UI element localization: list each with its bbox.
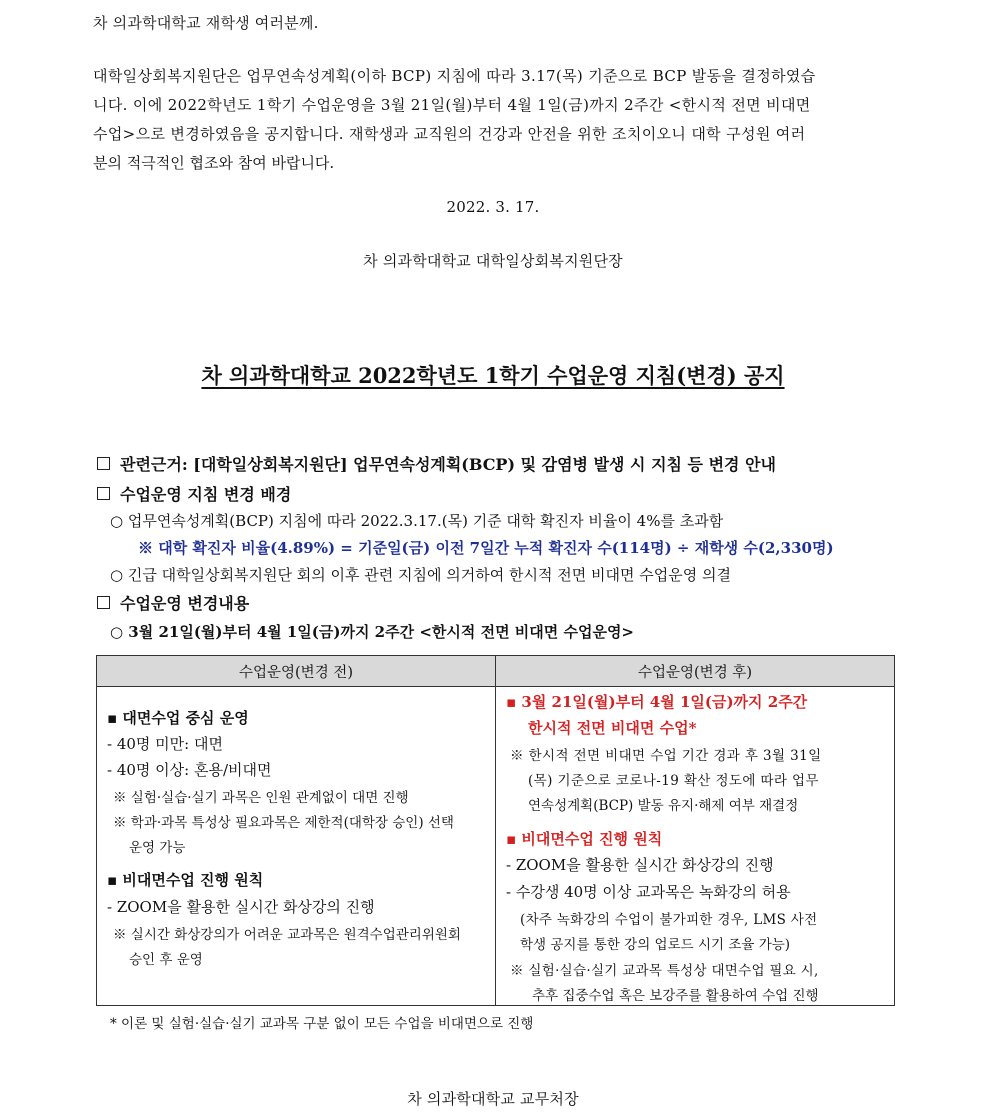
section-changes-text: 수업운영 변경내용 [120,594,250,613]
after-note: 추후 집중수업 혹은 보강주를 활용하여 수업 진행 [532,988,819,1004]
before-line: - 40명 이상: 혼용/비대면 [107,761,272,779]
notice-date: 2022. 3. 17. [446,198,540,216]
section-background [97,482,291,505]
background-note: ※ 대학 확진자 비율(4.89%) = 기준일(금) 이전 7일간 누적 확진자 수(114명) ÷ 재학생 수(2,330명) [138,539,834,557]
after-line: (차주 녹화강의 수업이 불가피한 경우, LMS 사전 [520,912,818,928]
comparison-table [96,655,895,1006]
intro-paragraph [93,62,903,178]
section-changes [97,591,249,614]
intro-line: 분의 적극적인 협조와 참여 바랍니다. [93,154,335,172]
checkbox-square-icon [97,457,110,470]
section-basis [97,452,776,475]
before-line: - ZOOM을 활용한 실시간 화상강의 진행 [107,898,375,916]
after-heading-1-cont: 한시적 전면 비대면 수업* [528,719,697,737]
before-note: ※ 실시간 화상강의가 어려운 교과목은 원격수업관리위원회 [113,927,461,943]
intro-line: 수업>으로 변경하였음을 공지합니다. 재학생과 교직원의 건강과 안전을 위한 조치이오니 대학 구성원 여러 [93,125,806,143]
before-note: 운영 가능 [129,840,186,856]
intro-line: 니다. 이에 2022학년도 1학기 수업운영을 3월 21일(월)부터 4월 1일(금)까지 2주간 <한시적 전면 비대면 [93,96,811,114]
before-note: ※ 학과·과목 특성상 필요과목은 제한적(대학장 승인) 선택 [113,815,454,831]
section-basis-text: 관련근거: [대학일상회복지원단] 업무연속성계획(BCP) 및 감염병 발생 시 지침 등 변경 안내 [120,455,776,474]
after-heading-1: ▪ 3월 21일(월)부터 4월 1일(금)까지 2주간 [506,693,808,711]
after-note: 연속성계획(BCP) 발동 유지·해제 여부 재결정 [528,798,799,814]
before-note: ※ 실험·실습·실기 과목은 인원 관계없이 대면 진행 [113,790,409,806]
table-footnote: * 이론 및 실험·실습·실기 교과목 구분 없이 모든 수업을 비대면으로 진행 [110,1016,534,1032]
after-cell [496,687,895,1006]
table-header-before: 수업운영(변경 전) [97,656,496,687]
before-note: 승인 후 운영 [129,952,203,968]
signature-academic-affairs-dean: 차 의과학대학교 교무처장 [407,1090,579,1108]
after-note: ※ 한시적 전면 비대면 수업 기간 경과 후 3월 31일 [510,748,822,764]
signature-recovery-director: 차 의과학대학교 대학일상회복지원단장 [363,252,623,270]
before-line: - 40명 미만: 대면 [107,735,223,753]
change-item: ○ 3월 21일(월)부터 4월 1일(금)까지 2주간 <한시적 전면 비대면 수업운영> [110,623,634,641]
after-line: 학생 공지를 통한 강의 업로드 시기 조율 가능) [520,937,791,953]
before-heading-2: ▪ 비대면수업 진행 원칙 [107,871,264,889]
section-background-text: 수업운영 지침 변경 배경 [120,485,292,504]
intro-line: 대학일상회복지원단은 업무연속성계획(이하 BCP) 지침에 따라 3.17(목) 기준으로 BCP 발동을 결정하였습 [93,67,816,85]
page-title: 차 의과학대학교 2022학년도 1학기 수업운영 지침(변경) 공지 [201,363,785,388]
after-line: - ZOOM을 활용한 실시간 화상강의 진행 [506,856,774,874]
background-item-1: ○ 업무연속성계획(BCP) 지침에 따라 2022.3.17.(목) 기준 대학 확진자 비율이 4%를 초과함 [110,512,724,530]
before-heading-1: ▪ 대면수업 중심 운영 [107,709,249,727]
after-note: ※ 실험·실습·실기 교과목 특성상 대면수업 필요 시, [510,963,819,979]
after-note: (목) 기준으로 코로나-19 확산 정도에 따라 업무 [528,773,819,789]
checkbox-square-icon [97,596,110,609]
background-item-2: ○ 긴급 대학일상회복지원단 회의 이후 관련 지침에 의거하여 한시적 전면 비대면 수업운영 의결 [110,566,731,584]
table-header-after: 수업운영(변경 후) [496,656,895,687]
after-heading-2: ▪ 비대면수업 진행 원칙 [506,830,663,848]
greeting: 차 의과학대학교 재학생 여러분께. [93,14,319,32]
after-line: - 수강생 40명 이상 교과목은 녹화강의 허용 [506,883,791,901]
before-cell [97,687,496,1006]
checkbox-square-icon [97,487,110,500]
